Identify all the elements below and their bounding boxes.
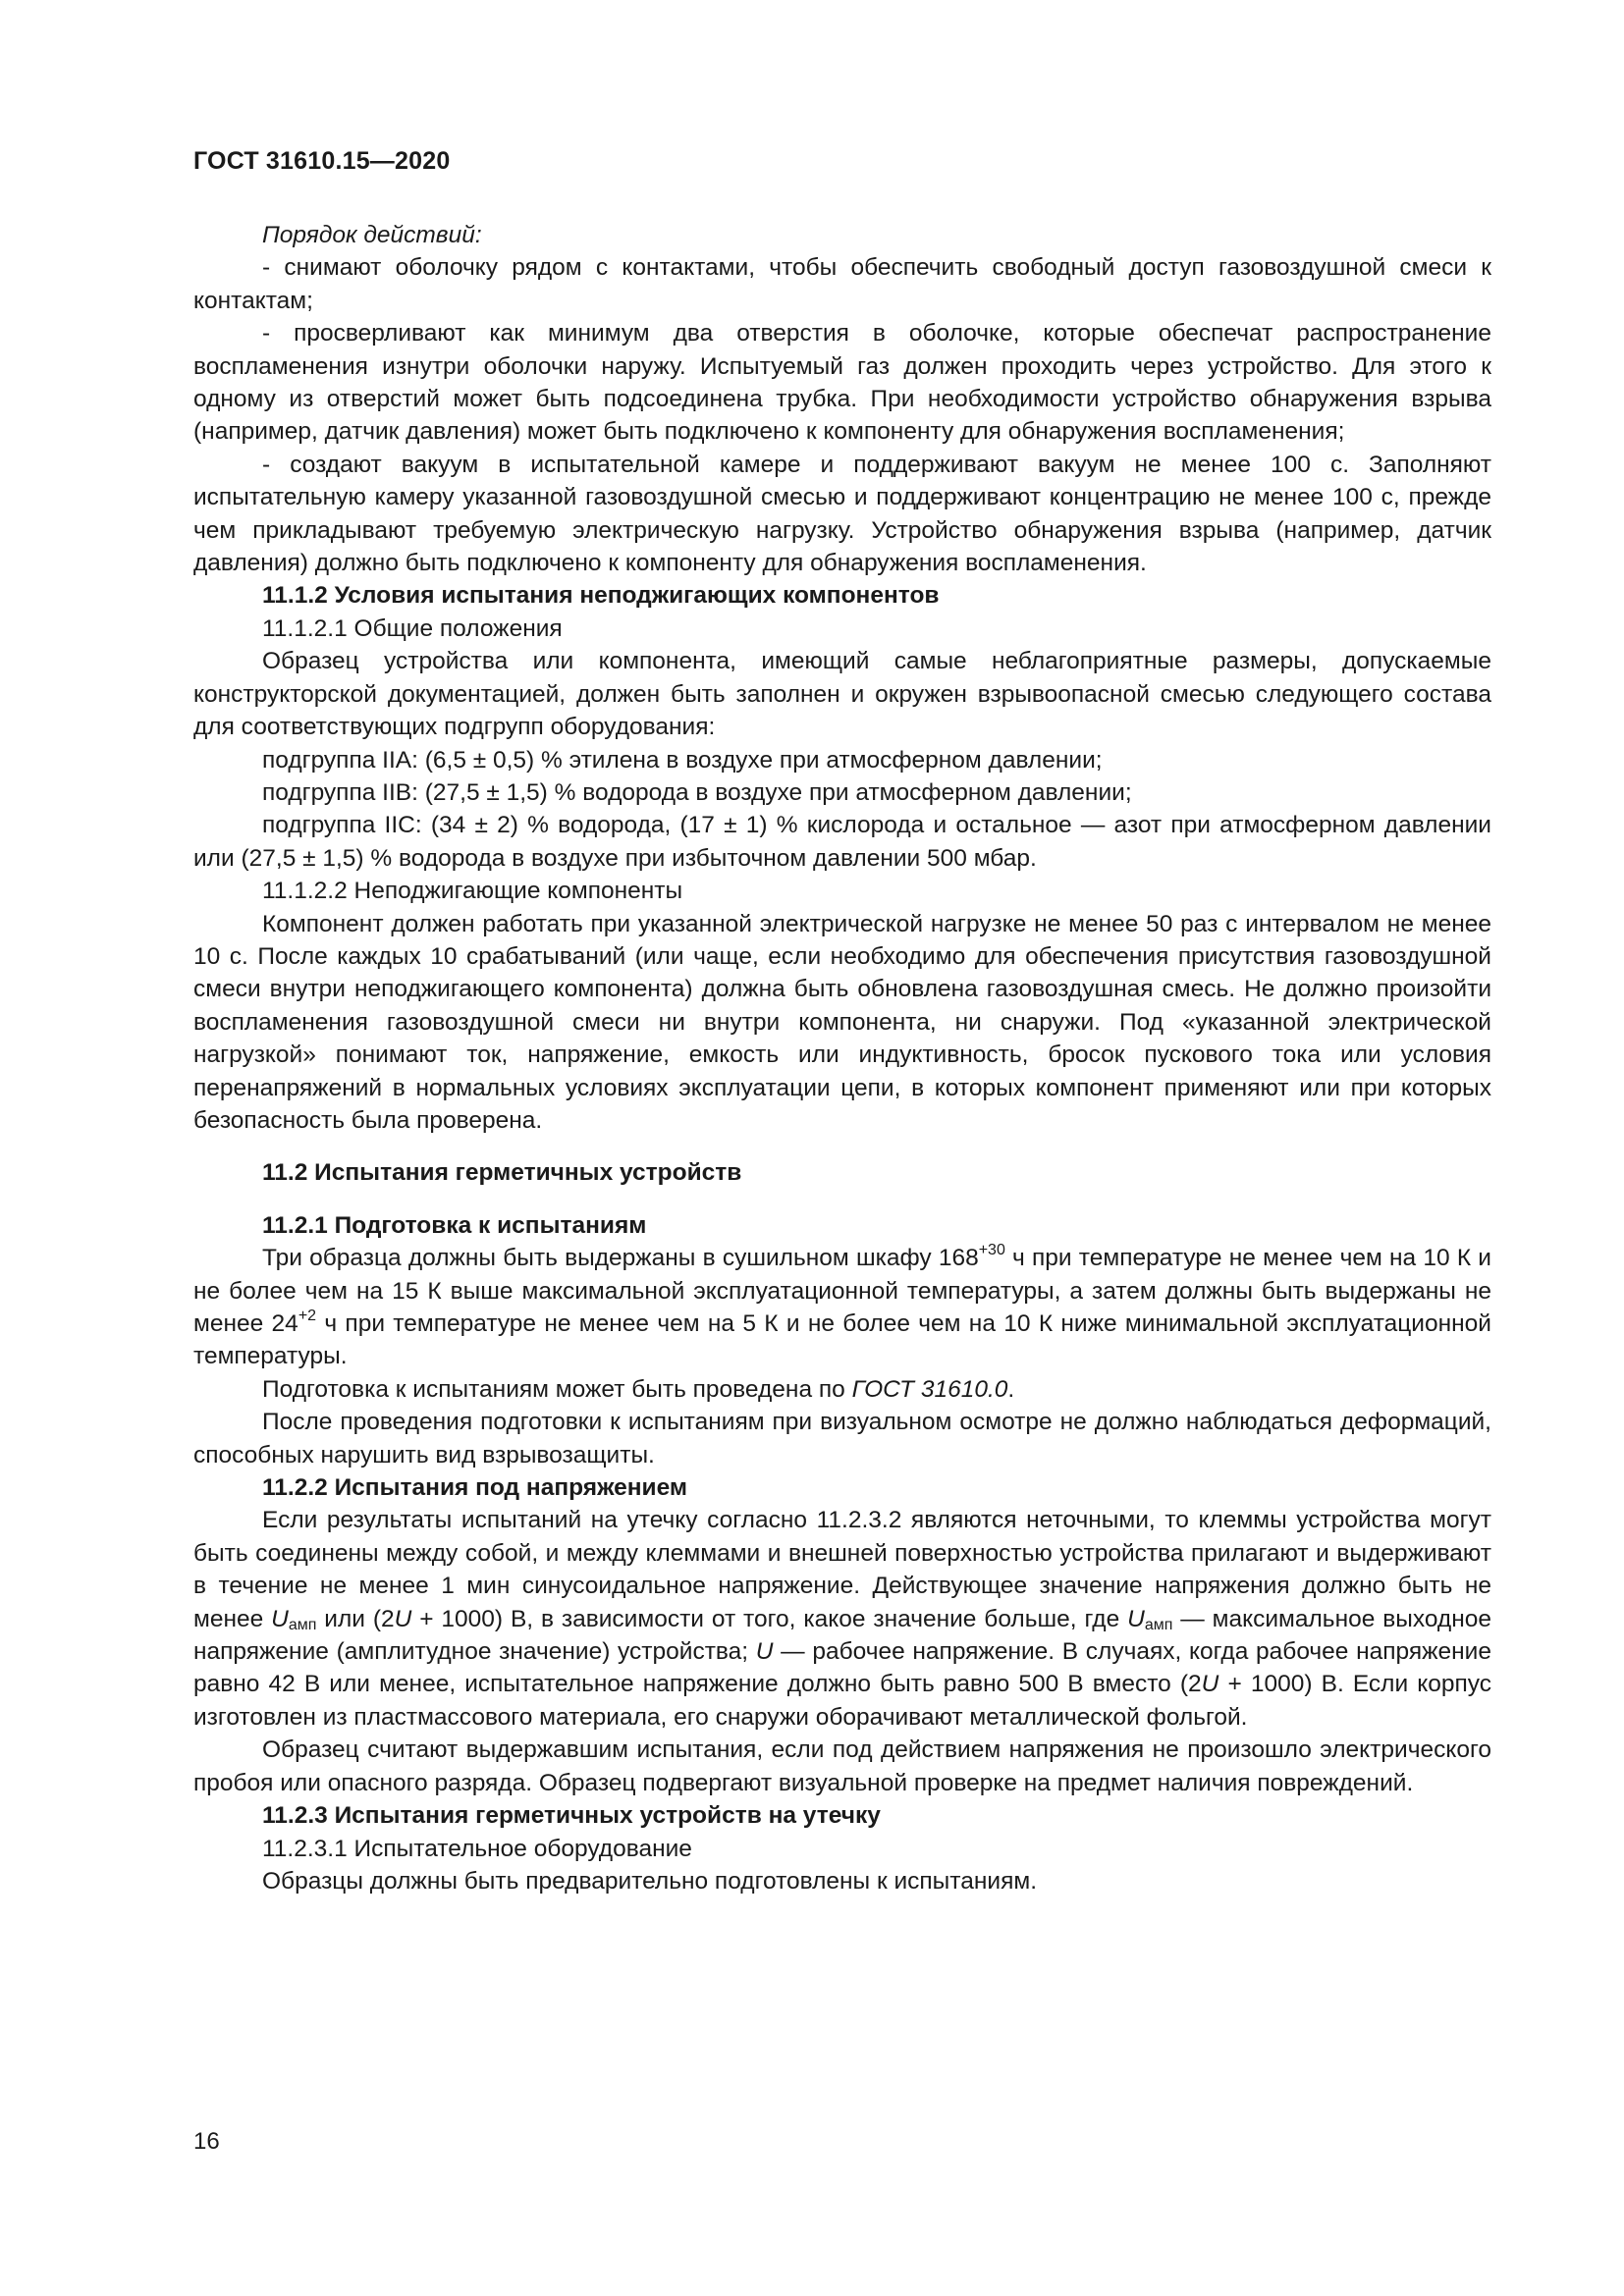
document-header: ГОСТ 31610.15—2020 xyxy=(193,147,451,175)
subsection-title: 11.1.2.1 Общие положения xyxy=(262,614,563,642)
paragraph: После проведения подготовки к испытаниям при визуальном осмотре не должно наблюдаться деформаций, способных нарушить вид взрывозащиты. xyxy=(193,1409,1491,1468)
paragraph: Подготовка к испытаниям может быть проведена по ГОСТ 31610.0. xyxy=(262,1375,1015,1403)
section-heading: 11.2.3 Испытания герметичных устройств на утечку xyxy=(262,1802,881,1830)
paragraph: - просверливают как минимум два отверстия в оболочке, которые обеспечат распространение воспламенения изнутри оболочки наружу. Испытуемый газ должен проходить через устройство. Для этого к одному из отверстий может быть подсоединена трубка. При необходимости устройство обнаружения взрыва (например, датчик давления) может быть подключено к компоненту для обнаружения воспламенения; xyxy=(193,320,1491,446)
list-item: подгруппа IIA: (6,5 ± 0,5) % этилена в воздухе при атмосферном давлении; xyxy=(262,746,1103,774)
standard-reference: ГОСТ 31610.0 xyxy=(851,1375,1008,1403)
page-number: 16 xyxy=(193,2128,220,2155)
section-heading: 11.1.2 Условия испытания неподжигающих компонентов xyxy=(262,582,940,610)
paragraph: Образец считают выдержавшим испытания, если под действием напряжения не произошло электрического пробоя или опасного разряда. Образец подвергают визуальной проверке на предмет наличия повреждений. xyxy=(193,1736,1491,1796)
paragraph: Три образца должны быть выдержаны в сушильном шкафу $168^{+30}$ ч при температуре не менее чем на 10 К и не более чем на 15 К выше максимальной эксплуатационной температуры, а затем должны быть выдержаны не менее $24^{+2}$ ч при температуре не менее чем на 5 К и не более чем на 10 К ниже минимальной эксплуатационной температуры. xyxy=(193,1242,1491,1370)
paragraph: - снимают оболочку рядом с контактами, чтобы обеспечить свободный доступ газовоздушной смеси к контактам; xyxy=(193,254,1491,314)
list-item: подгруппа IIB: (27,5 ± 1,5) % водорода в воздухе при атмосферном давлении; xyxy=(262,778,1132,806)
paragraph: Порядок действий: xyxy=(262,222,482,248)
paragraph: Компонент должен работать при указанной электрической нагрузке не менее 50 раз с интервалом не менее 10 с. После каждых 10 срабатываний (или чаще, если необходимо для обеспечения присутствия газовоздушной смеси внутри неподжигающего компонента) должна быть обновлена газовоздушная смесь. Не должно произойти воспламенения газовоздушной смеси ни внутри компонента, ни снаружи. Под «указанной электрической нагрузкой» понимают ток, напряжение, емкость или индуктивность, бросок пускового тока или условия перенапряжений в нормальных условиях эксплуатации цепи, в которых компонент применяют или при которых безопасность была проверена. xyxy=(193,910,1491,1134)
section-heading: 11.2.2 Испытания под напряжением xyxy=(262,1474,688,1502)
subsection-title: 11.1.2.2 Неподжигающие компоненты xyxy=(262,878,683,905)
section-heading: 11.2.1 Подготовка к испытаниям xyxy=(262,1211,647,1239)
paragraph: Образец устройства или компонента, имеющий самые неблагоприятные размеры, допускаемые конструкторской документацией, должен быть заполнен и окружен взрывоопасной смесью следующего состава для соответствующих подгрупп оборудования: xyxy=(193,648,1491,741)
subsection-title: 11.2.3.1 Испытательное оборудование xyxy=(262,1835,692,1862)
paragraph: Образцы должны быть предварительно подготовлены к испытаниям. xyxy=(262,1867,1038,1895)
paragraph: Если результаты испытаний на утечку согласно 11.2.3.2 являются неточными, то клеммы устройства могут быть соединены между собой, и между клеммами и внешней поверхностью устройства прилагают и выдерживают в течение не менее 1 мин синусоидальное напряжение. Действующее значение напряжения должно быть не менее $U_{амп}$ или (2U + 1000) В, в зависимости от того, какое значение больше, где $U_{амп}$ — максимальное выходное напряжение (амплитудное значение) устройства; U — рабочее напряжение. В случаях, когда рабочее напряжение равно 42 В или менее, испытательное напряжение должно быть равно 500 В вместо (2U + 1000) В. Если корпус изготовлен из пластмассового материала, его снаружи оборачивают металлической фольгой. xyxy=(193,1507,1491,1731)
document-body xyxy=(193,219,1491,1897)
section-heading: 11.2 Испытания герметичных устройств xyxy=(262,1159,742,1187)
list-item: подгруппа IIC: (34 ± 2) % водорода, (17 ± 1) % кислорода и остальное — азот при атмосферном давлении или (27,5 ± 1,5) % водорода в воздухе при избыточном давлении 500 мбар. xyxy=(193,812,1491,872)
paragraph: - создают вакуум в испытательной камере и поддерживают вакуум не менее 100 с. Заполняют испытательную камеру указанной газовоздушной смесью и поддерживают концентрацию не менее 100 с, прежде чем прикладывают требуемую электрическую нагрузку. Устройство обнаружения взрыва (например, датчик давления) должно быть подключено к компоненту для обнаружения воспламенения. xyxy=(193,451,1491,577)
